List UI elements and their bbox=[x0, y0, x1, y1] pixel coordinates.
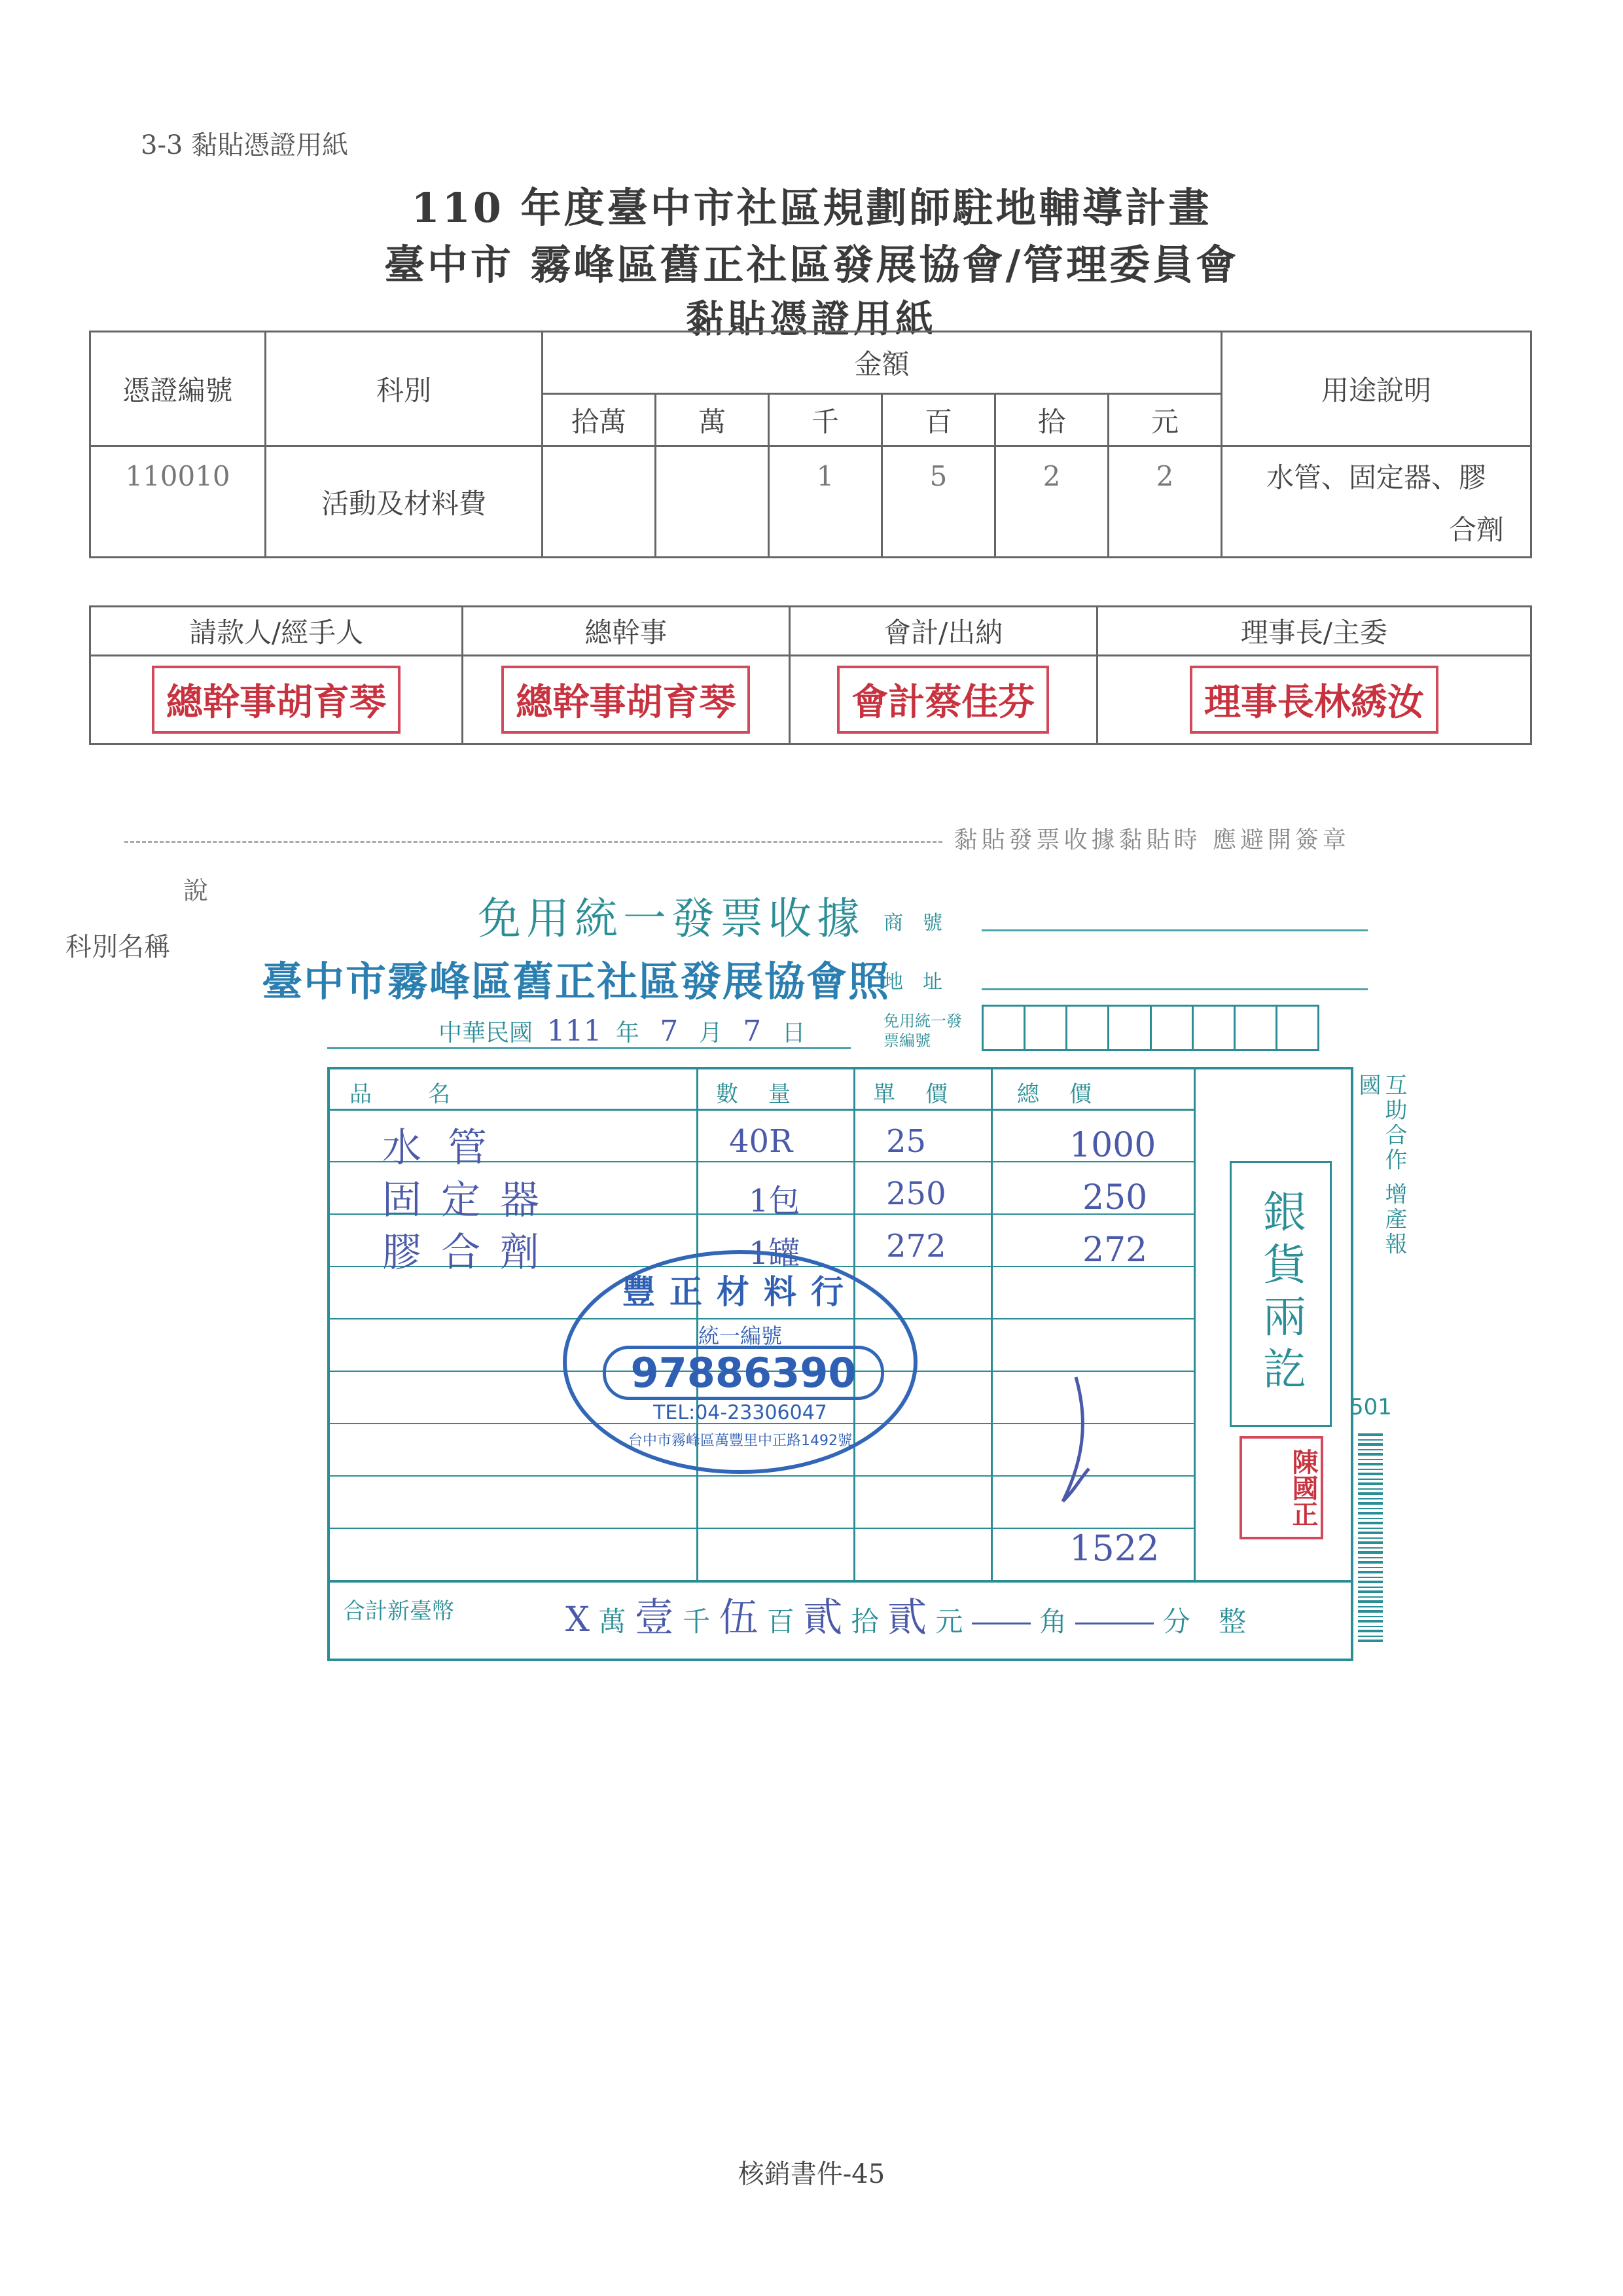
sign-cell bbox=[463, 656, 790, 744]
unit-zheng: 整 bbox=[1219, 1605, 1247, 1638]
header-digit: 元 bbox=[1109, 394, 1222, 446]
seal-tax-id: 97886390 bbox=[603, 1346, 884, 1400]
total-label: 合計新臺幣 bbox=[343, 1598, 454, 1624]
faint-instruction bbox=[124, 821, 1433, 855]
signature-table bbox=[89, 605, 1532, 745]
grand-total-hand: 1522 bbox=[1069, 1528, 1160, 1569]
side-number: 501 bbox=[1349, 1394, 1392, 1420]
seal-name: 豐正材料行 bbox=[622, 1272, 858, 1311]
date-month-label: 月 bbox=[698, 1020, 722, 1047]
field-name-line bbox=[982, 929, 1368, 931]
header-digit: 拾 bbox=[995, 394, 1109, 446]
digit-value: 5 bbox=[882, 446, 995, 558]
date-underline bbox=[327, 1047, 851, 1049]
header-no: 憑證編號 bbox=[90, 332, 266, 446]
receipt bbox=[262, 857, 1407, 1662]
total-hand-prefix: X bbox=[565, 1600, 590, 1640]
date-year: 111 bbox=[546, 1014, 602, 1048]
yuan-value: 貳 bbox=[887, 1595, 927, 1641]
digit-value: 2 bbox=[995, 446, 1109, 558]
item-qty: 1罐 bbox=[749, 1235, 800, 1272]
item-total: 250 bbox=[1082, 1178, 1148, 1217]
red-stamp: 總幹事胡育琴 bbox=[152, 666, 401, 734]
voucher-table bbox=[89, 331, 1532, 558]
col-name-header: 品 名 bbox=[349, 1081, 454, 1107]
date-month: 7 bbox=[660, 1014, 679, 1048]
date-day-label: 日 bbox=[781, 1020, 806, 1047]
shop-stamp-tail: 照 bbox=[848, 958, 891, 1005]
item-name: 膠合劑 bbox=[382, 1230, 559, 1276]
red-stamp: 總幹事胡育琴 bbox=[501, 666, 750, 734]
field-invoice-label: 免用統一發票編號 bbox=[883, 1012, 962, 1050]
shop-stamp-text: 臺中市霧峰區舊正社區發展協會 bbox=[262, 958, 849, 1005]
seal-address: 台中市霧峰區萬豐里中正路1492號 bbox=[628, 1433, 852, 1449]
unit-bai: 百 bbox=[766, 1605, 794, 1638]
header-digit: 萬 bbox=[656, 394, 769, 446]
unit-qian: 千 bbox=[683, 1605, 711, 1638]
col-total-header: 總 價 bbox=[1017, 1081, 1096, 1107]
qian-value: 壹 bbox=[634, 1595, 674, 1641]
doc-label: 3-3 黏貼憑證用紙 bbox=[141, 130, 349, 160]
header-amount: 金額 bbox=[543, 332, 1222, 394]
sign-cell bbox=[90, 656, 463, 744]
page-footer: 核銷書件-45 bbox=[738, 2159, 885, 2189]
unit-shi: 拾 bbox=[851, 1605, 879, 1638]
title-line-2: 臺中市 霧峰區舊正社區發展協會/管理委員會 bbox=[383, 241, 1240, 289]
unit-jiao: 角 bbox=[1039, 1605, 1067, 1638]
sign-header: 總幹事 bbox=[463, 607, 790, 656]
faint-instruction-text: 黏貼發票收據黏貼時 應避開簽章 bbox=[954, 827, 1350, 853]
title-line-1: 110 年度臺中市社區規劃師駐地輔導計畫 bbox=[411, 184, 1212, 232]
field-address-label: 地 址 bbox=[883, 971, 942, 994]
item-name: 固定器 bbox=[382, 1177, 559, 1223]
col-price-header: 單 價 bbox=[873, 1081, 952, 1107]
item-price: 250 bbox=[886, 1175, 946, 1212]
date-year-label: 年 bbox=[615, 1020, 639, 1047]
side-slogan: 互助合作 增產報國 bbox=[1355, 1073, 1407, 1257]
item-price: 272 bbox=[886, 1228, 946, 1265]
paid-box-text: 銀貨兩訖 bbox=[1255, 1189, 1306, 1399]
seal-label: 統一編號 bbox=[698, 1323, 782, 1348]
bai-value: 伍 bbox=[719, 1595, 758, 1641]
seal-tel: TEL:04-23306047 bbox=[653, 1401, 827, 1424]
unit-wan: 萬 bbox=[598, 1605, 626, 1638]
item-total: 1000 bbox=[1069, 1126, 1156, 1165]
company-seal bbox=[563, 1250, 918, 1474]
invoice-no-boxes bbox=[982, 1005, 1319, 1051]
red-stamp: 理事長林綉汝 bbox=[1190, 666, 1438, 734]
voucher-no: 110010 bbox=[90, 446, 266, 558]
handwritten-dash-mark bbox=[1037, 1371, 1122, 1515]
field-address-line bbox=[982, 988, 1368, 990]
unit-yuan: 元 bbox=[935, 1605, 963, 1638]
field-name-label: 商 號 bbox=[883, 912, 942, 935]
digit-value: 2 bbox=[1109, 446, 1222, 558]
paid-box bbox=[1230, 1161, 1332, 1427]
digit-value bbox=[656, 446, 769, 558]
item-price: 25 bbox=[886, 1123, 927, 1160]
receipt-date bbox=[438, 1014, 806, 1048]
digit-value bbox=[543, 446, 656, 558]
item-qty: 1包 bbox=[749, 1183, 800, 1219]
faint-left-2: 科別名稱 bbox=[65, 932, 170, 962]
unit-fen: 分 bbox=[1162, 1605, 1190, 1638]
usage-cell bbox=[1222, 446, 1531, 558]
usage-line-1: 水管、固定器、膠 bbox=[1266, 461, 1486, 493]
header-digit: 拾萬 bbox=[543, 394, 656, 446]
red-stamp: 會計蔡佳芬 bbox=[837, 666, 1049, 734]
header-digit: 千 bbox=[769, 394, 882, 446]
sign-header: 理事長/主委 bbox=[1097, 607, 1531, 656]
header-usage: 用途說明 bbox=[1222, 332, 1531, 446]
sign-header: 請款人/經手人 bbox=[90, 607, 463, 656]
col-qty-header: 數 量 bbox=[716, 1081, 794, 1107]
sign-cell bbox=[1097, 656, 1531, 744]
voucher-category: 活動及材料費 bbox=[266, 446, 543, 558]
date-prefix: 中華民國 bbox=[438, 1020, 533, 1047]
item-total: 272 bbox=[1082, 1230, 1148, 1270]
header-digit: 百 bbox=[882, 394, 995, 446]
faint-left-1: 說 bbox=[183, 876, 209, 905]
sign-cell bbox=[789, 656, 1097, 744]
digit-value: 1 bbox=[769, 446, 882, 558]
red-name-seal: 陳國正 bbox=[1240, 1436, 1323, 1539]
sign-header: 會計/出納 bbox=[789, 607, 1097, 656]
title-line-3: 黏貼憑證用紙 bbox=[685, 296, 937, 341]
header-category: 科別 bbox=[266, 332, 543, 446]
date-day: 7 bbox=[743, 1014, 762, 1048]
barcode bbox=[1358, 1433, 1383, 1643]
item-name: 水管 bbox=[382, 1125, 513, 1171]
usage-line-2: 合劑 bbox=[1448, 513, 1504, 546]
total-written bbox=[565, 1587, 1246, 1643]
item-qty: 40R bbox=[729, 1123, 793, 1160]
shop-stamp bbox=[262, 949, 890, 1007]
shi-value: 貳 bbox=[803, 1595, 843, 1641]
receipt-title: 免用統一發票收據 bbox=[478, 893, 865, 944]
